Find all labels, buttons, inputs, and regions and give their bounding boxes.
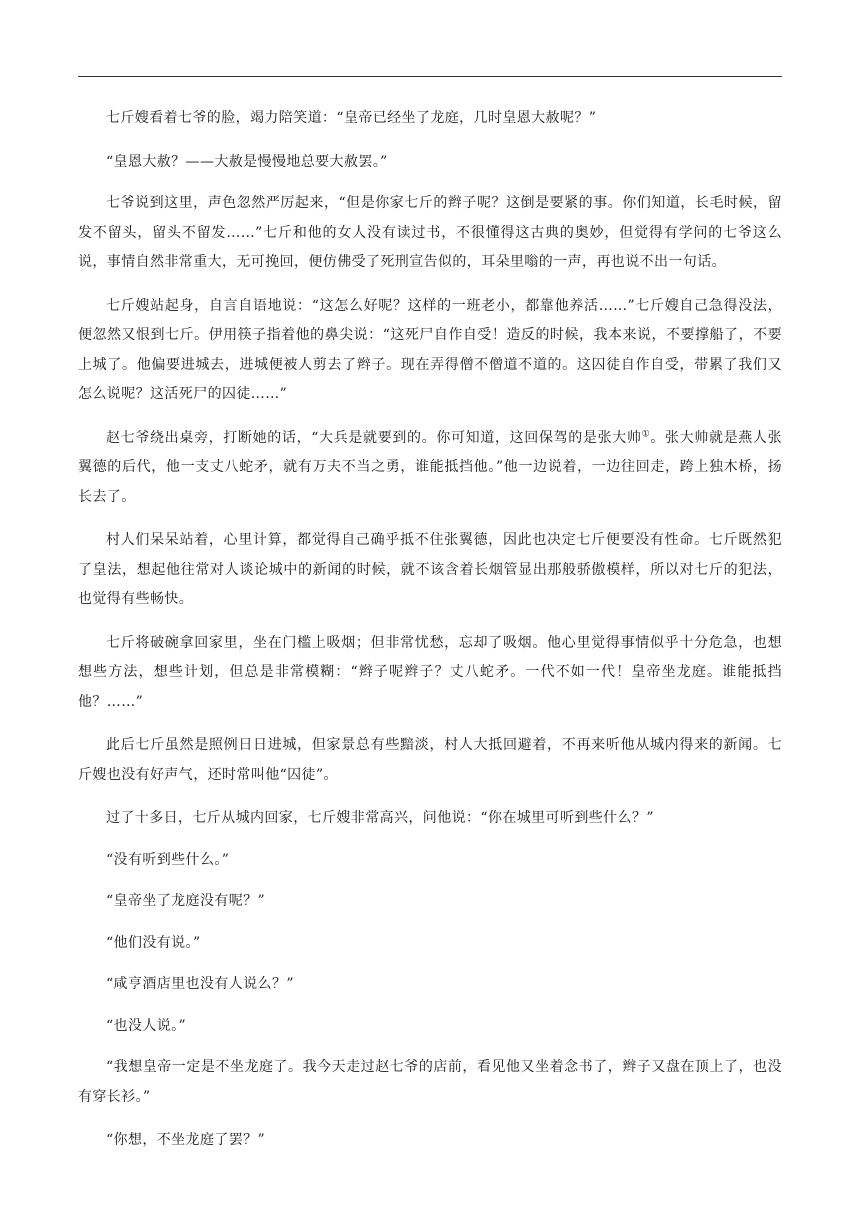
paragraph-text: 赵七爷绕出桌旁，打断她的话，“大兵是就要到的。你可知道，这回保驾的是张大帅 (106, 429, 642, 446)
paragraph: 七斤嫂站起身，自言自语地说：“这怎么好呢？这样的一班老小，都靠他养活……”七斤嫂自己急得没法，便忽然又恨到七斤。伊用筷子指着他的鼻尖说：“这死尸自作自受！造反的时候，我本来说，不要撑船了，不要上城了。他偏要进城去，进城便被人剪去了辫子。现在弄得僧不僧道不道的。这囚徒自作自受，带累了我们又怎么说呢？这活死尸的囚徒……” (78, 297, 782, 402)
paragraph (78, 424, 782, 513)
paragraph: 过了十多日，七斤从城内回家，七斤嫂非常高兴，问他说：“你在城里可听到些什么？” (106, 810, 654, 826)
paragraph-text: 。张大帅就是燕人张翼德的后代，他一支丈八蛇矛，就有万夫不当之勇，谁能抵挡他。”他一边说着，一边往回走，跨上独木桥，扬长去了。 (78, 429, 782, 505)
footnote-marker: ① (641, 428, 651, 439)
paragraph: “你想，不坐龙庭了罢？” (106, 1132, 266, 1148)
paragraph: “皇帝坐了龙庭没有呢？” (106, 893, 266, 909)
paragraph: “咸亨酒店里也没有人说么？” (106, 976, 294, 992)
paragraph: “他们没有说。” (106, 934, 201, 951)
paragraph: 七爷说到这里，声色忽然严厉起来，“但是你家七斤的辫子呢？这倒是要紧的事。你们知道，长毛时候，留发不留头，留头不留发……”七斤和他的女人没有读过书，不很懂得这古典的奥妙，但觉得有学问的七爷这么说，事情自然非常重大，无可挽回，便仿佛受了死刑宣告似的，耳朵里嗡的一声，再也说不出一句话。 (78, 195, 782, 270)
paragraph: 此后七斤虽然是照例日日进城，但家景总有些黯淡，村人大抵回避着，不再来听他从城内得来的新闻。七斤嫂也没有好声气，还时常叫他“囚徒”。 (78, 737, 782, 783)
paragraph: “没有听到些什么。” (106, 851, 230, 868)
paragraph: 村人们呆呆站着，心里计算，都觉得自己确乎抵不住张翼德，因此也决定七斤便要没有性命。七斤既然犯了皇法，想起他往常对人谈论城中的新闻的时候，就不该含着长烟管显出那般骄傲模样，所以对七斤的犯法，也觉得有些畅快。 (78, 532, 782, 607)
paragraph: 七斤嫂看着七爷的脸，竭力陪笑道：“皇帝已经坐了龙庭，几时皇恩大赦呢？” (106, 110, 597, 126)
paragraph: “也没人说。” (106, 1017, 187, 1034)
paragraph: “皇恩大赦？——大赦是慢慢地总要大赦罢。” (106, 153, 388, 170)
header-rule (78, 76, 782, 77)
document-body (78, 104, 782, 1168)
paragraph: “我想皇帝一定是不坐龙庭了。我今天走过赵七爷的店前，看见他又坐着念书了，辫子又盘在顶上了，也没有穿长衫。” (78, 1059, 782, 1105)
paragraph: 七斤将破碗拿回家里，坐在门槛上吸烟；但非常忧愁，忘却了吸烟。他心里觉得事情似乎十分危急，也想想些方法，想些计划，但总是非常模糊：“辫子呢辫子？丈八蛇矛。一代不如一代！皇帝坐龙庭。谁能抵挡他？……” (78, 634, 782, 710)
